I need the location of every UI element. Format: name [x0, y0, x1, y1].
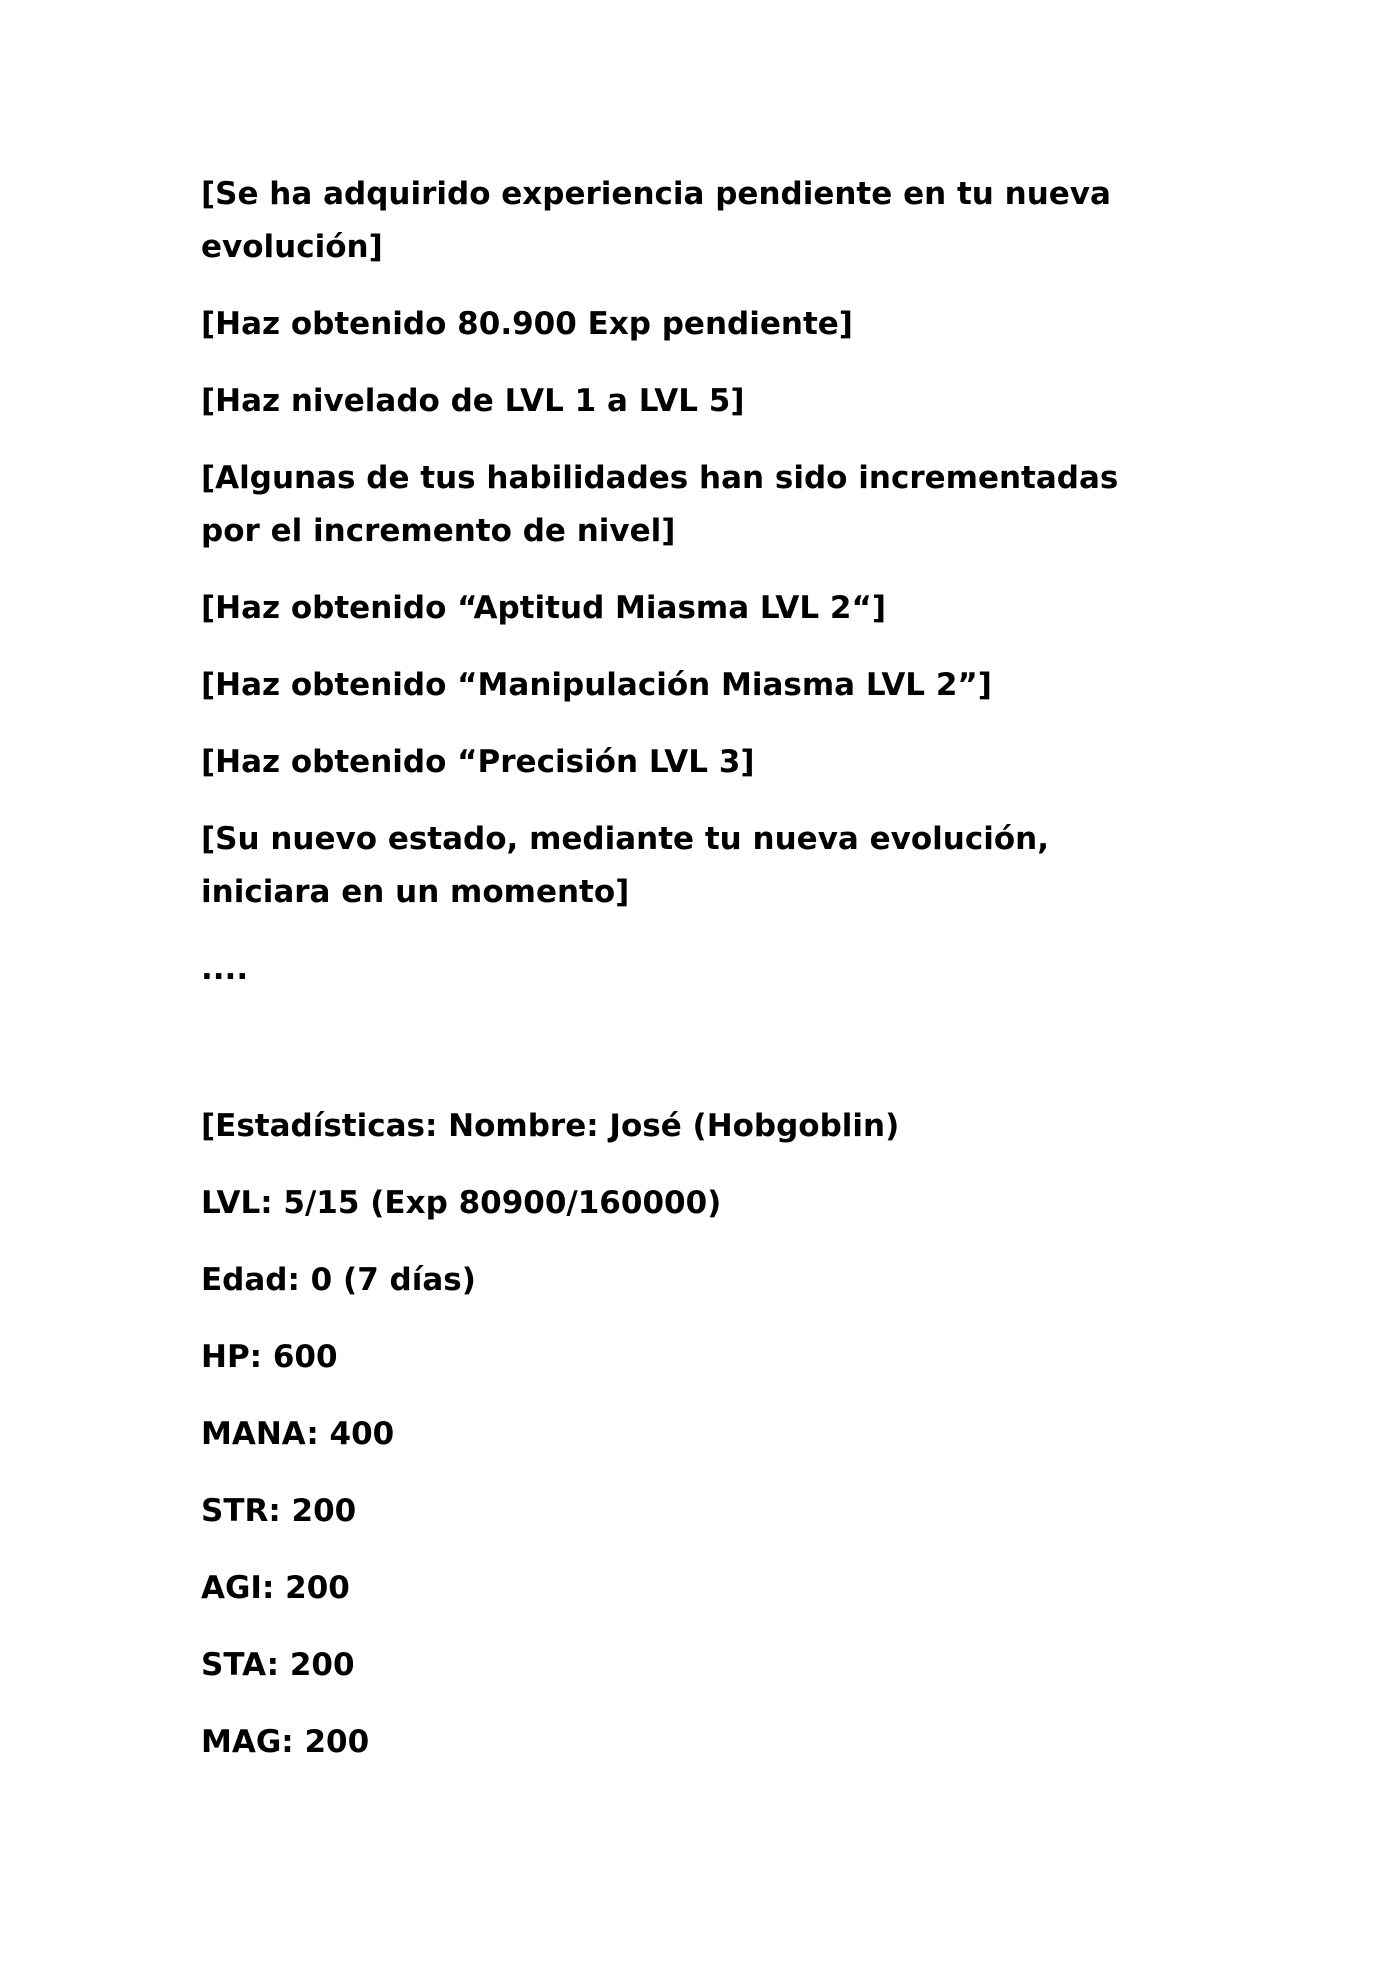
notification-new-status: [Su nuevo estado, mediante tu nueva evolución, iniciara en un momento] [201, 821, 1049, 910]
notification-level-up: [Haz nivelado de LVL 1 a LVL 5] [201, 383, 745, 419]
stat-hp: HP: 600 [201, 1339, 338, 1375]
document-body [201, 168, 1161, 1793]
stat-agi: AGI: 200 [201, 1570, 350, 1606]
notification-skills-increased: [Algunas de tus habilidades han sido incrementadas por el incremento de nivel] [201, 460, 1119, 549]
notification-exp-acquired: [Se ha adquirido experiencia pendiente en tu nueva evolución] [201, 176, 1111, 265]
notification-skill-precision: [Haz obtenido “Precisión LVL 3] [201, 744, 755, 780]
ellipsis: .... [201, 951, 249, 987]
notification-skill-aptitud-miasma: [Haz obtenido “Aptitud Miasma LVL 2“] [201, 590, 887, 626]
stats-header: [Estadísticas: Nombre: José (Hobgoblin) [201, 1108, 900, 1144]
stat-mag: MAG: 200 [201, 1724, 370, 1760]
section-gap [201, 1020, 1161, 1100]
stat-str: STR: 200 [201, 1493, 357, 1529]
stat-sta: STA: 200 [201, 1647, 355, 1683]
stat-level: LVL: 5/15 (Exp 80900/160000) [201, 1185, 722, 1221]
stat-age: Edad: 0 (7 días) [201, 1262, 476, 1298]
notification-exp-obtained: [Haz obtenido 80.900 Exp pendiente] [201, 306, 853, 342]
stat-mana: MANA: 400 [201, 1416, 395, 1452]
notification-skill-manipulacion-miasma: [Haz obtenido “Manipulación Miasma LVL 2”] [201, 667, 992, 703]
